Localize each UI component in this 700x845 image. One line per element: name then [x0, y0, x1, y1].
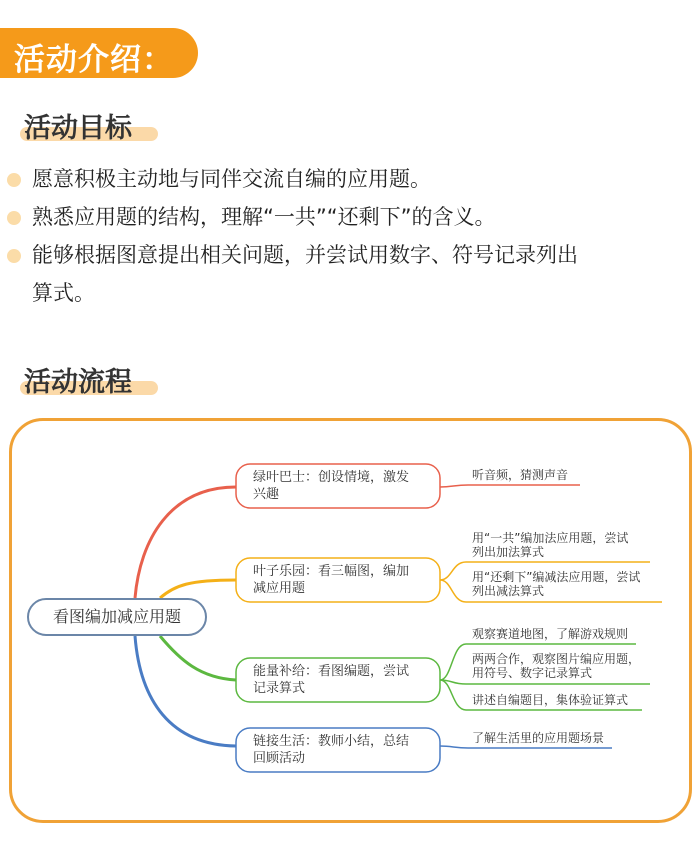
leaf-2a [472, 531, 628, 559]
leaf-3b-line2: 用符号、数字记录算式 [472, 666, 593, 680]
leaf-3a [472, 627, 628, 641]
branch-1-label [240, 469, 436, 503]
section-header-title: 活动介绍： [14, 42, 174, 78]
connector-leaf-4 [440, 746, 612, 748]
leaf-3b [472, 652, 640, 680]
connector-branch-3 [160, 636, 236, 680]
leaf-4 [472, 731, 604, 745]
process-heading-text: 活动流程 [24, 367, 132, 398]
branch-4-line2: 回顾活动 [253, 751, 306, 766]
goal-item-3: 能够根据图意提出相关问题，并尝试用数字、符号记录列出 [32, 243, 578, 267]
leaf-2b-line1: 用“还剩下”编减法应用题，尝试 [472, 570, 641, 584]
branch-2-label [240, 563, 436, 597]
branch-3-line1: 能量补给：看图编题，尝试 [253, 664, 410, 679]
connector-leaf-3b [440, 680, 650, 684]
leaf-2a-line2: 列出加法算式 [472, 545, 545, 559]
branch-2-line2: 减应用题 [253, 581, 306, 596]
branch-1-line2: 兴趣 [253, 487, 280, 502]
connector-leaf-1 [440, 485, 580, 487]
goal-item-3-cont: 算式。 [32, 281, 95, 305]
leaf-3c [472, 693, 628, 707]
leaf-2b [472, 570, 640, 598]
mindmap-root: 看图编加减应用题 [27, 598, 207, 636]
connector-branch-2 [160, 580, 236, 598]
leaf-1 [472, 468, 568, 482]
leaf-3c-line1: 讲述自编题目，集体验证算式 [472, 693, 629, 707]
leaf-1-line1: 听音频，猜测声音 [472, 468, 569, 482]
leaf-3a-line1: 观察赛道地图，了解游戏规则 [472, 627, 629, 641]
branch-1-line1: 绿叶巴士：创设情境，激发 [253, 470, 410, 485]
branch-3-line2: 记录算式 [253, 681, 306, 696]
branch-2-line1: 叶子乐园：看三幅图，编加 [253, 564, 410, 579]
goal-item-2: 熟悉应用题的结构，理解“一共”“还剩下”的含义。 [32, 205, 496, 229]
branch-4-line1: 链接生活：教师小结，总结 [253, 734, 410, 749]
leaf-2a-line1: 用“一共”编加法应用题，尝试 [472, 531, 629, 545]
leaf-3b-line1: 两两合作，观察图片编应用题， [472, 652, 641, 666]
connector-branch-4 [135, 636, 236, 746]
goals-heading-text: 活动目标 [24, 113, 132, 144]
leaf-2b-line2: 列出减法算式 [472, 584, 545, 598]
leaf-4-line1: 了解生活里的应用题场景 [472, 731, 605, 745]
branch-4-label [240, 733, 436, 767]
goal-item-1: 愿意积极主动地与同伴交流自编的应用题。 [32, 167, 431, 191]
branch-3-label [240, 663, 436, 697]
